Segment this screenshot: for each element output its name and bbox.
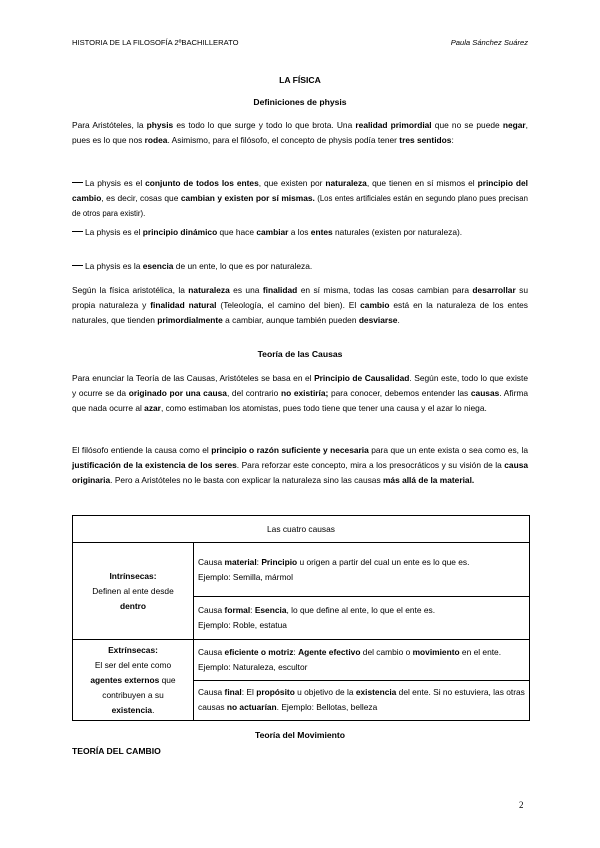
table-header: Las cuatro causas: [73, 516, 530, 543]
header-course: HISTORIA DE LA FILOSOFÍA 2ºBACHILLERATO: [72, 38, 239, 47]
table-row: [73, 543, 530, 597]
table-header-row: [73, 516, 530, 543]
subheading-change-theory: TEORÍA DEL CAMBIO: [72, 746, 161, 756]
cell-extrinsic: Extrínsecas: El ser del ente como agentes externos que contribuyen a su existencia.: [73, 640, 194, 721]
cell-material-cause: Causa material: Principio u origen a partir del cual un ente es lo que es. Ejemplo: Semilla, mármol: [194, 543, 530, 597]
cell-final-cause: Causa final: El propósito u objetivo de la existencia del ente. Si no estuviera, las otras causas no actuarían. Ejemplo: Bellotas, belleza: [194, 680, 530, 721]
section-title-physis: Definiciones de physis: [253, 97, 347, 107]
cell-intrinsic: Intrínsecas: Definen al ente desde dentro: [73, 543, 194, 640]
paragraph-physis-intro: Para Aristóteles, la physis es todo lo que surge y todo lo que brota. Una realidad primordial que no se puede negar, pues es lo que nos rodea. Asimismo, para el filósofo, el concepto de physis podía tener tres sentidos:: [72, 120, 528, 146]
header-author: Paula Sánchez Suárez: [450, 38, 528, 47]
section-title-causes: Teoría de las Causas: [257, 349, 343, 359]
cell-efficient-cause: Causa eficiente o motriz: Agente efectivo del cambio o movimiento en el ente. Ejemplo: Naturaleza, escultor: [194, 640, 530, 681]
list-item-sense-2: La physis es el principio dinámico que hace cambiar a los entes naturales (existen por naturaleza).: [72, 225, 528, 240]
dash-bullet: [72, 231, 83, 232]
list-item-sense-1: La physis es el conjunto de todos los entes, que existen por naturaleza, que tienen en sí mismos el principio del cambio, es decir, cosas que cambian y existen por sí mismas. (Los entes artificiales están en segundo plano pues precisan de otros para existir).: [72, 178, 528, 219]
section-title-movement: Teoría del Movimiento: [254, 730, 346, 740]
cell-formal-cause: Causa formal: Esencia, lo que define al ente, lo que el ente es. Ejemplo: Roble, estatua: [194, 597, 530, 640]
list-item-sense-3: La physis es la esencia de un ente, lo que es por naturaleza.: [72, 259, 528, 274]
paragraph-causality: Para enunciar la Teoría de las Causas, Aristóteles se basa en el Principio de Causalidad. Según este, todo lo que existe y ocurre se da originado por una causa, del contrario no existiría; para conocer, debemos entender las causas. Afirma que nada ocurre al azar, como estimaban los atomistas, pues todo tiene que tener una causa y el azar lo niega.: [72, 373, 528, 414]
dash-bullet: [72, 265, 83, 266]
page-number: 2: [519, 800, 524, 810]
main-title: LA FÍSICA: [279, 75, 321, 85]
four-causes-table: [72, 515, 530, 721]
paragraph-nature: Según la física aristotélica, la naturaleza es una finalidad en sí misma, todas las cosas cambian para desarrollar su propia naturaleza y finalidad natural (Teleología, el camino del bien). El cambio está en la naturaleza de los entes naturales, que tienden primordialmente a cambiar, aunque también pueden desviarse.: [72, 285, 528, 326]
table-row: [73, 640, 530, 681]
paragraph-cause-definition: El filósofo entiende la causa como el principio o razón suficiente y necesaria para que un ente exista o sea como es, la justificación de la existencia de los seres. Para reforzar este concepto, mira a los presocráticos y su visión de la causa originaria. Pero a Aristóteles no le basta con explicar la naturaleza sino las causas más allá de la material.: [72, 445, 529, 486]
dash-bullet: [72, 182, 83, 183]
